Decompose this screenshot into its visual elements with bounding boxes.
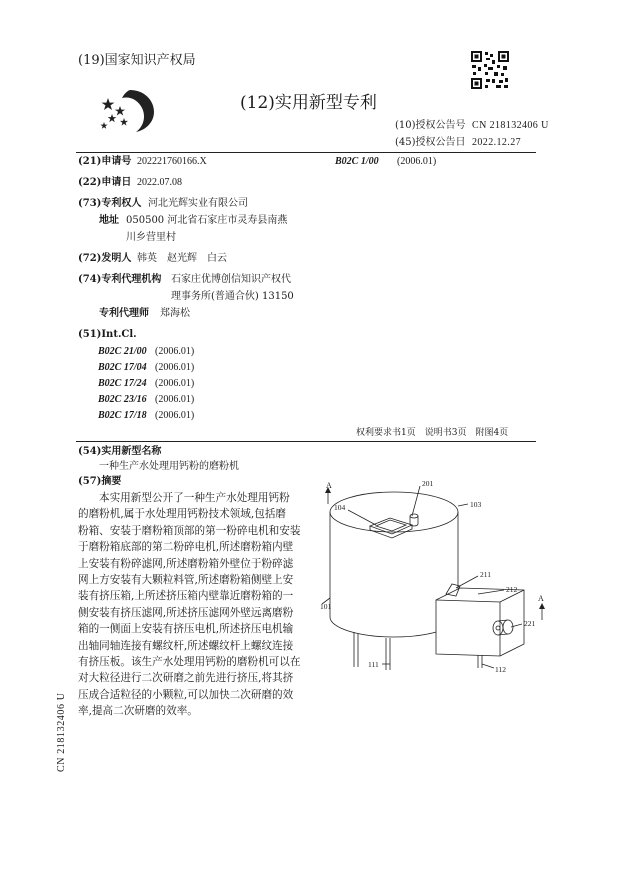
ipc-main-code: B02C 1/00 [335, 156, 379, 167]
abstract-figure [318, 472, 558, 682]
inventors-label: (72)发明人 [78, 253, 132, 264]
ipc-code: B02C 17/18 [98, 410, 147, 421]
patentee-value: 河北光辉实业有限公司 [148, 198, 248, 209]
abstract-line: 率,提高二次研磨的效率。 [78, 705, 198, 718]
agency-line-2: 理事务所(普通合伙) 13150 [171, 291, 294, 302]
pub-date-label: (45)授权公告日 [395, 137, 466, 148]
address-label: 地址 [99, 215, 119, 226]
qr-code [470, 50, 510, 90]
ref-111: 111 [368, 660, 379, 669]
ipc-label: (51)Int.Cl. [78, 329, 137, 340]
header-divider [76, 152, 536, 153]
abstract-line: 压成合适粒径的小颗粒,可以加快二次研磨的效 [78, 688, 294, 701]
agent-value: 郑海松 [160, 308, 190, 319]
app-date-value: 2022.07.08 [137, 177, 182, 188]
ipc-code: B02C 21/00 [98, 346, 147, 357]
ref-112: 112 [495, 665, 506, 674]
utility-model-title: 一种生产水处理用钙粉的磨粉机 [99, 461, 239, 472]
pub-no-value: CN 218132406 U [472, 120, 549, 131]
ref-211: 211 [480, 570, 491, 579]
abstract-line: 箱的一侧面上安装有挤压电机,所述挤压电机输 [78, 623, 294, 636]
abstract-line: 装有挤压箱,上所述挤压箱内壁靠近磨粉箱的一 [78, 590, 294, 603]
agency-line-1: 石家庄优博创信知识产权代 [171, 274, 291, 285]
office-name: (19)国家知识产权局 [78, 53, 196, 68]
biblio-divider [76, 441, 536, 442]
inventors-value: 韩英 赵光辉 白云 [137, 253, 227, 264]
ref-101: 101 [320, 602, 332, 611]
abstract-line: 本实用新型公开了一种生产水处理用钙粉 [99, 492, 290, 504]
top-motor-cap [410, 514, 418, 518]
ipc-code: B02C 17/24 [98, 378, 147, 389]
abstract-line: 网上方安装有大颗粒料管,所述磨粉箱侧壁上安 [78, 574, 294, 587]
app-no-label: (21)申请号 [78, 156, 132, 167]
pub-date-value: 2022.12.27 [472, 137, 521, 148]
section-label-right: A [538, 594, 544, 603]
ipc-version: (2006.01) [155, 362, 195, 373]
abstract-line: 侧安装有挤压滤网,所述挤压滤网外壁远离磨粉 [78, 606, 294, 619]
abstract-line: 出轴同轴连接有螺纹杆,所述螺纹杆上螺纹连接 [78, 639, 294, 652]
abstract-line: 于磨粉箱底部的第二粉碎电机,所述磨粉箱内壁 [78, 541, 294, 554]
ipc-version: (2006.01) [155, 378, 195, 389]
address-line-1: 050500 河北省石家庄市灵寿县南燕 [126, 215, 288, 226]
ref-104: 104 [334, 503, 346, 512]
app-date-label: (22)申请日 [78, 177, 132, 188]
ref-212: 212 [506, 585, 518, 594]
title-label: (54)实用新型名称 [78, 446, 162, 457]
abstract-body [78, 490, 312, 720]
ipc-main-version: (2006.01) [397, 156, 437, 167]
abstract-line: 的磨粉机,属于水处理用钙粉技术领域,包括磨 [78, 508, 287, 521]
ipc-code: B02C 23/16 [98, 394, 147, 405]
ipc-code: B02C 17/04 [98, 362, 147, 373]
abstract-line: 对大粒径进行二次研磨之前先进行挤压,将其挤 [78, 672, 294, 685]
address-line-2: 川乡营里村 [126, 232, 176, 243]
extrusion-box [436, 588, 524, 656]
document-type: (12)实用新型专利 [240, 93, 377, 113]
ipc-version: (2006.01) [155, 346, 195, 357]
pages-note: 权利要求书1页 说明书3页 附图4页 [356, 428, 509, 438]
abstract-line: 粉箱、安装于磨粉箱顶部的第一粉碎电机和安装 [78, 524, 301, 537]
agent-label: 专利代理师 [99, 308, 149, 319]
ipc-version: (2006.01) [155, 394, 195, 405]
ref-221: 221 [524, 619, 536, 628]
agency-label: (74)专利代理机构 [78, 274, 162, 285]
abstract-line: 上安装有粉碎滤网,所述磨粉箱外壁位于粉碎滤 [78, 557, 294, 570]
ref-103: 103 [470, 500, 482, 509]
abstract-label: (57)摘要 [78, 476, 122, 487]
patentee-label: (73)专利权人 [78, 198, 142, 209]
app-no-value: 202221760166.X [137, 156, 207, 167]
ref-201: 201 [422, 479, 434, 488]
pub-no-label: (10)授权公告号 [395, 120, 466, 131]
ipc-version: (2006.01) [155, 410, 195, 421]
section-label-top: A [326, 481, 332, 490]
cnipa-logo [100, 84, 164, 134]
section-arrow [539, 603, 545, 609]
tank-top-ellipse [330, 492, 458, 532]
abstract-line: 有挤压板。该生产水处理用钙粉的磨粉机可以在 [78, 656, 301, 669]
